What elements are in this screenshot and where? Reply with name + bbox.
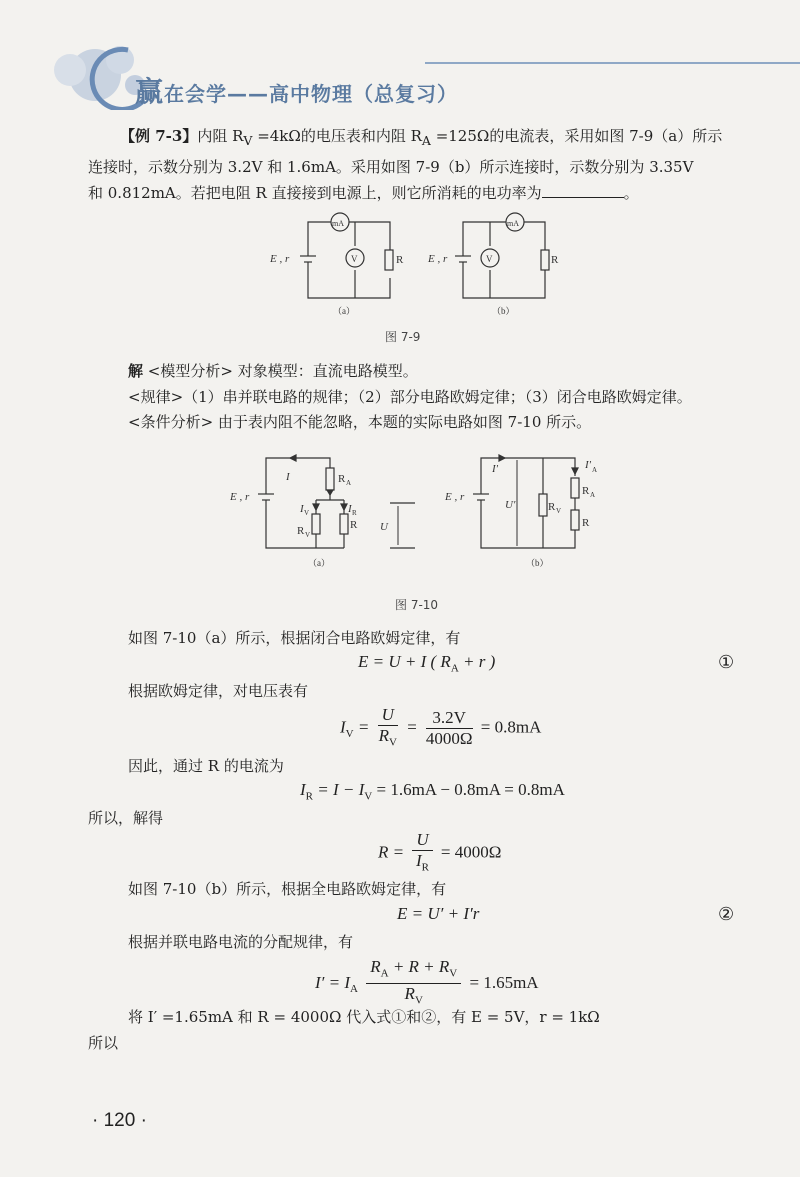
resistor-icon: [385, 250, 393, 270]
figure-7-10-caption: 图 7-10: [395, 598, 439, 612]
label-iprime: I′: [492, 463, 499, 475]
label-uprime: U′: [505, 499, 516, 511]
problem-line-1: 【例 7-3】内阻 $R_V =4k\Omega$的电压表和内阻 $R_A =125\Omega$的电流表，采用如图 7-9（a）所示: [120, 127, 723, 148]
solution-line-2: <规律>（1）串并联电路的规律；（2）部分电路欧姆定律；（3）闭合电路欧姆定律。: [128, 388, 692, 406]
label-ia: I′: [585, 459, 592, 471]
body-p4: 所以，解得: [88, 809, 164, 827]
label-r-a: R: [396, 254, 404, 266]
label-10b: （b）: [526, 558, 549, 568]
header-title-rest: 在会学——高中物理（总复习）: [164, 82, 459, 106]
svg-text:A: A: [592, 466, 598, 474]
resistor-ra2-icon: [571, 478, 579, 498]
label-er-a: E , r: [270, 253, 290, 265]
equation-6: $I' = I_A$ $\frac{R_A + R + R_V}{R_V}$ = 1.65mA: [315, 957, 539, 1011]
svg-text:V: V: [305, 531, 311, 539]
label-rv2: R: [548, 501, 556, 513]
label-v-a: V: [351, 254, 358, 264]
label-ra2: R: [582, 485, 590, 497]
circuit-7-9a: [300, 213, 393, 298]
resistor-r-icon: [340, 514, 348, 534]
body-p8: 所以: [88, 1034, 119, 1052]
equation-4: R = $\frac{U}{I_R}$ = 4000Ω: [378, 830, 501, 877]
circuit-7-9b: [455, 213, 549, 298]
label-b: （b）: [492, 306, 515, 316]
body-p5: 如图 7-10（b）所示，根据全电路欧姆定律，有: [128, 880, 447, 898]
resistor-icon: [541, 250, 549, 270]
fraction-resistances: $\frac{R_A + R + R_V}{R_V}$: [366, 957, 461, 1011]
body-p7: 将 I′ =1.65mA 和 R = 4000Ω 代入式①和②，有 E = 5V，r = 1kΩ: [128, 1008, 600, 1026]
solution-line-1: 解 <模型分析> 对象模型：直流电路模型。: [128, 362, 418, 380]
label-iv: I: [300, 503, 304, 515]
label-v-b: V: [486, 254, 493, 264]
resistor-rv2-icon: [539, 494, 547, 516]
equation-2-marker: ②: [718, 904, 735, 925]
problem-line-2: 连接时，示数分别为 3.2V 和 1.6mA。采用如图 7-9（b）所示连接时，示数分别为 3.35V: [88, 158, 694, 176]
label-i: I: [286, 471, 290, 483]
label-rv: R: [297, 525, 305, 537]
body-p3: 因此，通过 R 的电流为: [128, 757, 284, 775]
solution-line-3: <条件分析> 由于表内阻不能忽略，本题的实际电路如图 7-10 所示。: [128, 413, 592, 431]
equation-2: $I_V$ = $\frac{U}{R_V}$ = $\frac{3.2V}{4000\Omega}$ = 0.8mA: [340, 705, 541, 752]
resistor-rv-icon: [312, 514, 320, 534]
label-ma-b: mA: [507, 219, 519, 228]
label-ma-a: mA: [332, 219, 344, 228]
label-er-b: E , r: [428, 253, 448, 265]
circuit-7-10a: [258, 455, 415, 548]
label-10a: （a）: [308, 558, 330, 568]
equation-3: $I_R = I - I_V = 1.6mA - 0.8mA = 0.8mA$: [300, 780, 565, 803]
label-r: R: [350, 519, 358, 531]
fraction-values: $\frac{3.2V}{4000\Omega}$: [425, 708, 473, 749]
header-title: [135, 70, 458, 110]
problem-tag: 【例 7-3】: [120, 127, 198, 145]
figure-7-9: [270, 210, 570, 320]
label-u: U: [380, 521, 388, 533]
header-title-big: 赢: [135, 75, 165, 108]
svg-text:V: V: [304, 509, 310, 517]
body-p6: 根据并联电路电流的分配规律，有: [128, 933, 354, 951]
label-ir: I: [348, 503, 352, 515]
answer-blank: [542, 197, 624, 198]
fraction-u-ir: $\frac{U}{I_R}$: [412, 830, 432, 877]
svg-text:A: A: [590, 491, 596, 499]
label-er-10b: E , r: [445, 491, 465, 503]
label-a: （a）: [333, 306, 355, 316]
equation-1-marker: ①: [718, 652, 735, 673]
svg-text:V: V: [556, 507, 562, 515]
problem-line-3: 和 0.812mA。若把电阻 R 直接接到电源上，则它所消耗的电功率为 。: [88, 184, 639, 202]
label-r2: R: [582, 517, 590, 529]
resistor-ra-icon: [326, 468, 334, 490]
label-ra: R: [338, 473, 346, 485]
label-er-10a: E , r: [230, 491, 250, 503]
label-r-b: R: [551, 254, 559, 266]
page-number: · 120 ·: [92, 1110, 147, 1131]
equation-5: E = U′ + I′r: [397, 904, 480, 923]
circuit-7-10b: [473, 455, 579, 548]
figure-7-9-caption: 图 7-9: [385, 330, 421, 344]
svg-text:R: R: [352, 509, 357, 517]
fraction-u-rv: $\frac{U}{R_V}$: [378, 705, 397, 749]
figure-7-10: [230, 448, 600, 573]
resistor-r2-icon: [571, 510, 579, 530]
svg-text:A: A: [346, 479, 352, 487]
body-p2: 根据欧姆定律，对电压表有: [128, 682, 309, 700]
body-p1: 如图 7-10（a）所示，根据闭合电路欧姆定律，有: [128, 629, 461, 647]
header-rule: [425, 62, 800, 64]
equation-1: E = U + I ( $R_A + r$ ): [358, 652, 496, 675]
